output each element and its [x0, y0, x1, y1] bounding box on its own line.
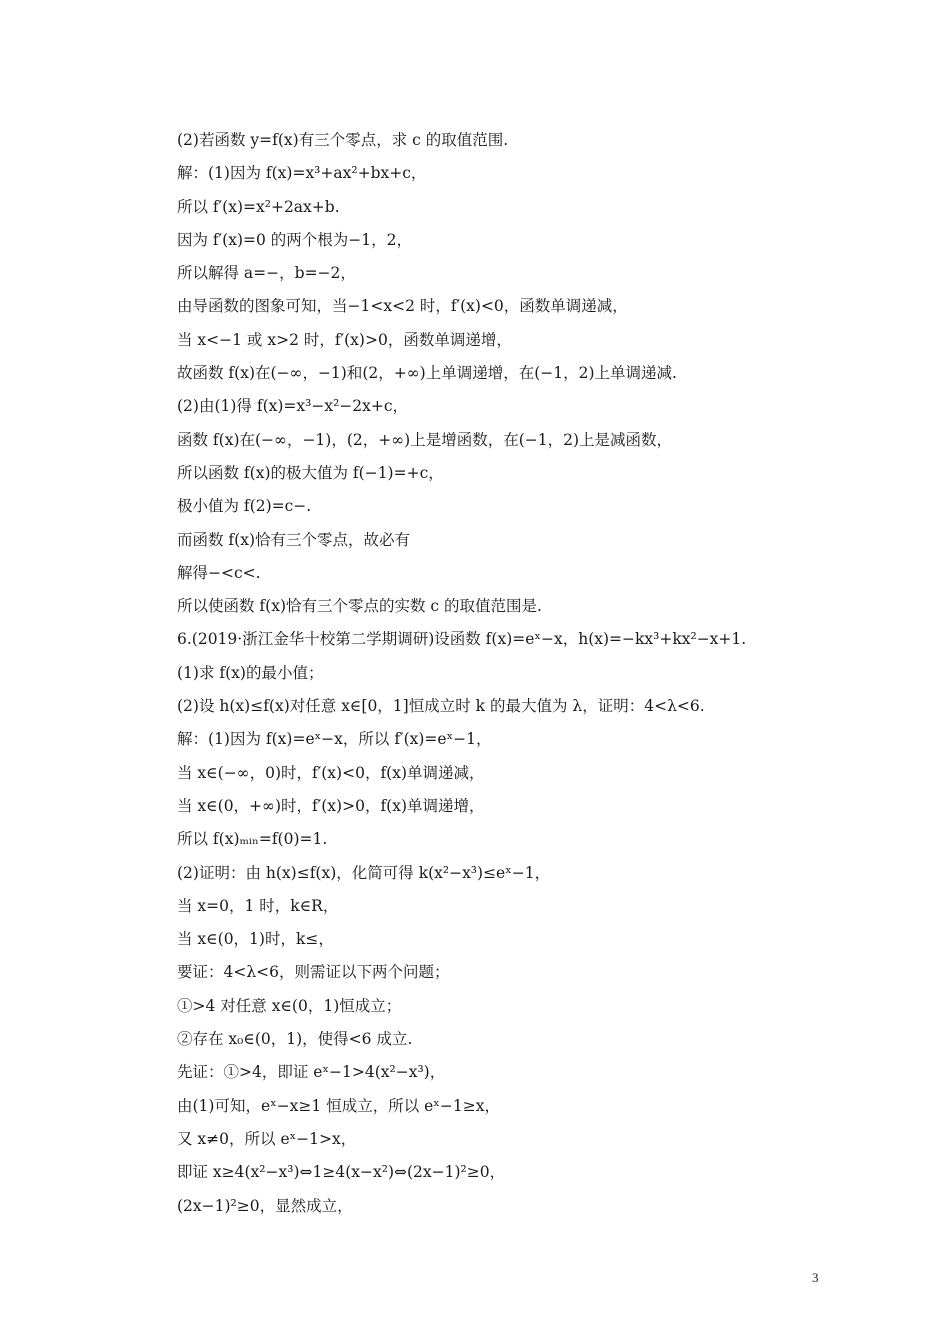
text-line: 函数 f(x)在(−∞，−1)，(2，+∞)上是增函数，在(−1，2)上是减函数， — [177, 430, 673, 449]
text-line: 因为 f′(x)=0 的两个根为−1，2， — [177, 230, 413, 249]
text-line: 解得−<c<. — [177, 563, 261, 582]
text-line: 当 x<−1 或 x>2 时，f′(x)>0，函数单调递增， — [177, 330, 512, 349]
text-line: 极小值为 f(2)=c−. — [177, 497, 312, 516]
text-line: 又 x≠0，所以 eˣ−1>x， — [177, 1129, 357, 1148]
text-line: 而函数 f(x)恰有三个零点，故必有 — [177, 530, 411, 549]
text-line: 即证 x≥4(x²−x³)⇔1≥4(x−x²)⇔(2x−1)²≥0， — [177, 1163, 506, 1182]
text-line: 由导函数的图象可知，当−1<x<2 时，f′(x)<0，函数单调递减， — [177, 297, 628, 316]
text-line: 当 x∈(0，1)时，k≤， — [177, 930, 334, 949]
text-line: 当 x∈(−∞，0)时，f′(x)<0，f(x)单调递减， — [177, 763, 485, 782]
text-line: (1)求 f(x)的最小值； — [177, 663, 324, 682]
text-line: 当 x=0，1 时，k∈R， — [177, 896, 339, 915]
text-line: 当 x∈(0，+∞)时，f′(x)>0，f(x)单调递增， — [177, 796, 485, 815]
page-number: 3 — [812, 1270, 819, 1285]
text-line: (2x−1)²≥0，显然成立， — [177, 1196, 353, 1215]
text-line: ①>4 对任意 x∈(0，1)恒成立； — [177, 996, 402, 1015]
text-line: 所以 f(x)ₘᵢₙ=f(0)=1. — [177, 830, 328, 849]
text-line: 所以解得 a=−，b=−2， — [177, 264, 356, 283]
problem-6-title: 6.(2019·浙江金华十校第二学期调研)设函数 f(x)=eˣ−x，h(x)=−kx³+kx²−x+1. — [177, 630, 747, 649]
text-line: ②存在 x₀∈(0，1)，使得<6 成立. — [177, 1030, 413, 1049]
text-line: (2)若函数 y=f(x)有三个零点，求 c 的取值范围. — [177, 131, 509, 149]
text-line: 所以使函数 f(x)恰有三个零点的实数 c 的取值范围是. — [177, 597, 542, 616]
text-line: 所以 f′(x)=x²+2ax+b. — [177, 197, 340, 216]
text-line: 先证：①>4，即证 eˣ−1>4(x²−x³)， — [177, 1063, 446, 1082]
text-line: 解：(1)因为 f(x)=eˣ−x，所以 f′(x)=eˣ−1， — [177, 730, 492, 749]
text-line: 解：(1)因为 f(x)=x³+ax²+bx+c， — [177, 164, 427, 183]
text-line: 要证：4<λ<6，则需证以下两个问题； — [177, 963, 450, 982]
text-line: (2)设 h(x)≤f(x)对任意 x∈[0，1]恒成立时 k 的最大值为 λ，证明：4<λ<6. — [177, 697, 705, 716]
document-body — [177, 124, 837, 1223]
text-line: (2)证明：由 h(x)≤f(x)，化简可得 k(x²−x³)≤eˣ−1， — [177, 863, 551, 882]
text-line: 所以函数 f(x)的极大值为 f(−1)=+c， — [177, 463, 444, 482]
text-line: 故函数 f(x)在(−∞，−1)和(2，+∞)上单调递增，在(−1，2)上单调递减. — [177, 364, 677, 383]
text-line: 由(1)可知，eˣ−x≥1 恒成立，所以 eˣ−1≥x， — [177, 1096, 500, 1115]
text-line: (2)由(1)得 f(x)=x³−x²−2x+c， — [177, 397, 409, 416]
